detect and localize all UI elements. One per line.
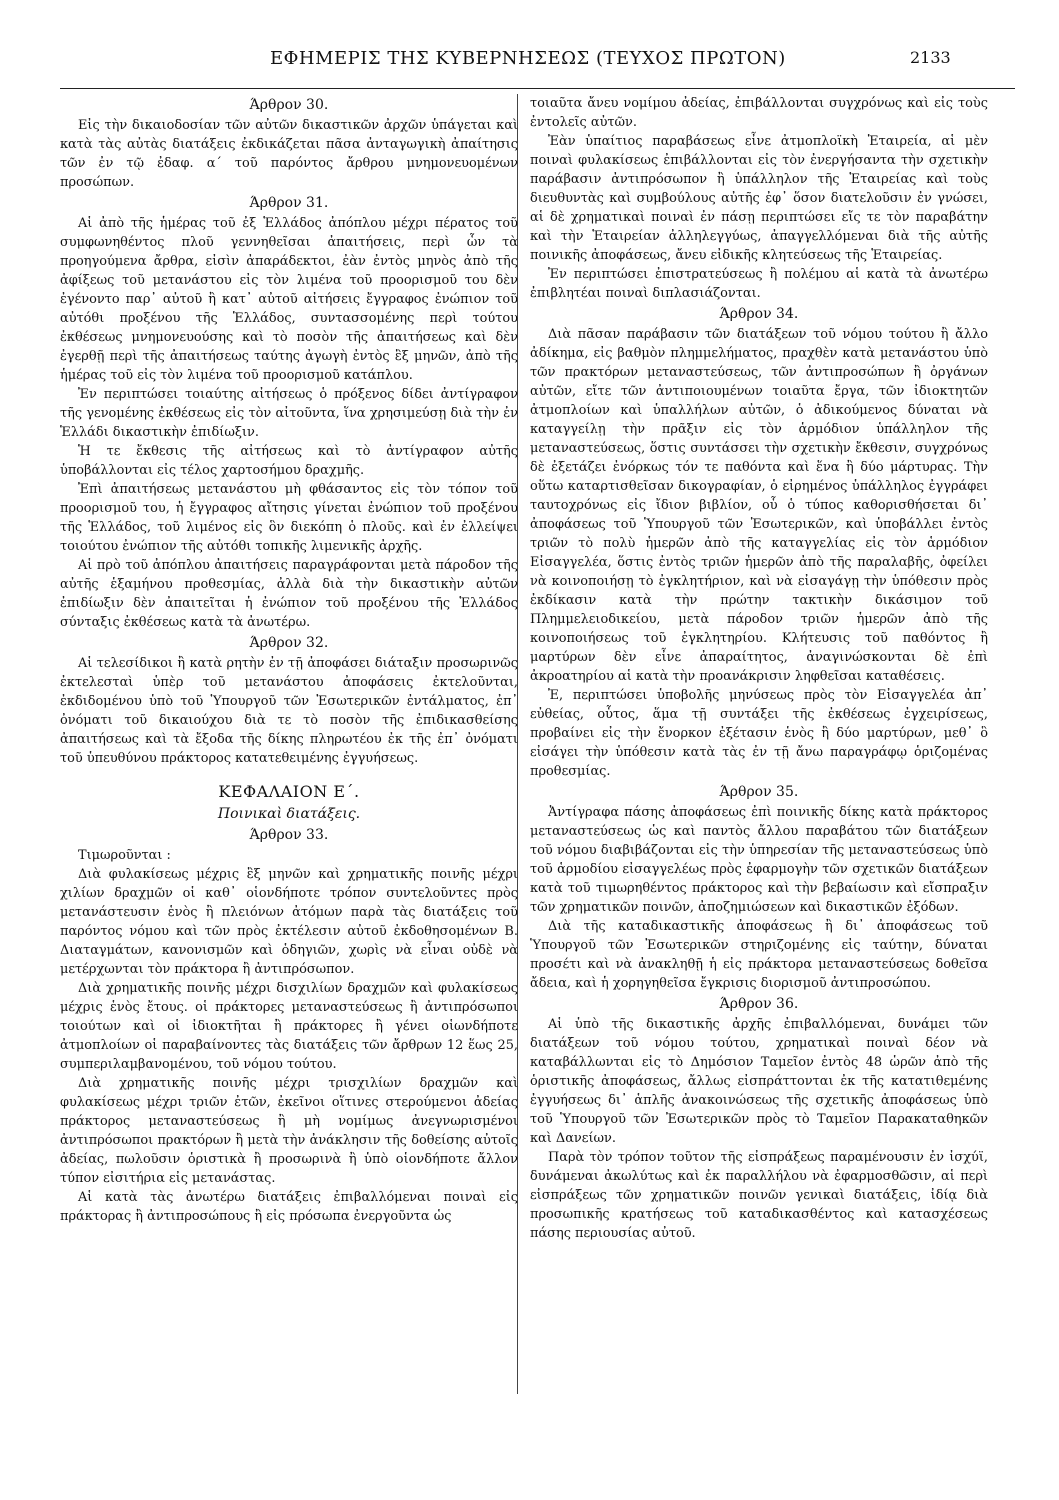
- article-34-title: Άρθρον 34.: [719, 306, 799, 322]
- page-header: [0, 0, 1059, 100]
- right-column: [530, 94, 988, 1243]
- left-column: [60, 94, 518, 1226]
- gazette-title: ΕΦΗΜΕΡΙΣ ΤΗΣ ΚΥΒΕΡΝΗΣΕΩΣ (ΤΕΥΧΟΣ ΠΡΩΤΟΝ): [270, 48, 786, 69]
- article-33-title: Άρθρον 33.: [249, 827, 329, 843]
- article-34-paragraph-2: Ἐ, περιπτώσει ὑποβολῆς μηνύσεως πρὸς τὸν Εἰσαγγελέα ἀπ᾽ εὐθείας, οὗτος, ἅμα τῇ συντάξει τῆς ἐκθέσεως ἐγχειρίσεως, προβαίνει εἰς τὴν ἔνορκον ἐξέτασιν ἑνὸς ἢ δύο μαρτύρων, μεθ᾽ ὃ εἰσάγει τὴν ὑπόθεσιν κατὰ τὰς ἐν τῇ ἄνω παραγράφῳ ὁριζομένας προθεσμίας.: [530, 688, 988, 779]
- continuation-paragraph-2: Ἐὰν ὑπαίτιος παραβάσεως εἶνε ἀτμοπλοϊκὴ Ἑταιρεία, αἱ μὲν ποιναὶ φυλακίσεως ἐπιβάλλονται εἰς τὸν ἐνεργήσαντα τὴν σχετικὴν παράβασιν ἀντιπρόσωπον ἢ ὑπάλληλον τῆς Ἑταιρείας καὶ τοὺς διευθυντὰς καὶ συμβούλους αὐτῆς ἐφ᾽ ὅσον διατελοῦσιν ἐν γνώσει, αἱ δὲ χρηματικαὶ ποιναὶ ἐν πάσῃ περιπτώσει εἴς τε τὸν παραβάτην καὶ τὴν Ἑταιρείαν ἀλληλεγγύως, ἀπαγγελλόμεναι διὰ τῆς αὐτῆς ποινικῆς ἀποφάσεως, ἄνευ εἰδικῆς κλητεύσεως τῆς Ἑταιρείας.: [530, 134, 988, 263]
- article-31-paragraph-3: Ἡ τε ἔκθεσις τῆς αἰτήσεως καὶ τὸ ἀντίγραφον αὐτῆς ὑποβάλλονται εἰς τέλος χαρτοσήμου δραχμῆς.: [60, 444, 518, 478]
- page-number: 2133: [910, 48, 951, 67]
- continuation-paragraph-3: Ἐν περιπτώσει ἐπιστρατεύσεως ἢ πολέμου αἱ κατὰ τὰ ἀνωτέρω ἐπιβλητέαι ποιναὶ διπλασιάζονται.: [530, 267, 988, 301]
- article-35-paragraph-1: Ἀντίγραφα πάσης ἀποφάσεως ἐπὶ ποινικῆς δίκης κατὰ πράκτορος μεταναστεύσεως ὡς καὶ παντὸς ἄλλου παραβάτου τῶν διατάξεων τοῦ νόμου διαβιβάζονται εἰς τὴν ὑπηρεσίαν τῆς μεταναστεύσεως ὑπὸ τοῦ ἁρμοδίου εἰσαγγελέως πρὸς ἐφαρμογὴν τῶν σχετικῶν διατάξεων κατὰ τοῦ τιμωρηθέντος πράκτορος καὶ τὴν βεβαίωσιν καὶ εἴσπραξιν τῶν χρηματικῶν ποινῶν, ἀποζημιώσεων καὶ δικαστικῶν ἐξόδων.: [530, 805, 988, 915]
- article-34-paragraph-1: Διὰ πᾶσαν παράβασιν τῶν διατάξεων τοῦ νόμου τούτου ἢ ἄλλο ἀδίκημα, εἰς βαθμὸν πλημμελήματος, πραχθὲν κατὰ μετανάστου ὑπὸ τῶν πρακτόρων μεταναστεύσεως, τῶν ἀντιπροσώπων ἢ ὀργάνων αὐτῶν, εἴτε τῶν ἀντιποιουμένων τοιαῦτα ἔργα, τῶν ἰδιοκτητῶν ἀτμοπλοίων καὶ ὑπαλλήλων αὐτῶν, ὁ ἀδικούμενος δύναται νὰ καταγγείλῃ τὴν πρᾶξιν εἰς τὸν ἁρμόδιον ὑπάλληλον τῆς μεταναστεύσεως, ὅστις συντάσσει τὴν σχετικὴν ἔκθεσιν, συγχρόνως δὲ ἐξετάζει ἐνόρκως τόν τε παθόντα καὶ ἕνα ἢ δύο μάρτυρας. Τὴν οὕτω καταρτισθεῖσαν δικογραφίαν, ὁ εἰρημένος ὑπάλληλος ἐγγράφει ταυτοχρόνως εἰς ἴδιον βιβλίον, οὗ ὁ τύπος καθορισθήσεται δι᾽ ἀποφάσεως τοῦ Ὑπουργοῦ τῶν Ἐσωτερικῶν, καὶ ὑποβάλλει ἐντὸς τριῶν τὸ πολὺ ἡμερῶν ἀπὸ τῆς καταγγελίας εἰς τὸν ἁρμόδιον Εἰσαγγελέα, ὅστις ἐντὸς τριῶν ἡμερῶν ἀπὸ τῆς παραλαβῆς, ὀφείλει νὰ κοινοποιήσῃ τὸ ἐγκλητήριον, καὶ νὰ εἰσαγάγῃ τὴν ὑπόθεσιν πρὸς ἐκδίκασιν κατὰ τὴν πρώτην τακτικὴν δικάσιμον τοῦ Πλημμελειοδικείου, μετὰ πάροδον τριῶν ἡμερῶν ἀπὸ τῆς κοινοποιήσεως τοῦ ἐγκλητηρίου. Κλήτευσις τοῦ παθόντος ἢ μαρτύρων δὲν εἶνε ἀπαραίτητος, ἀναγινώσκονται δὲ ἐπὶ ἀκροατηρίου αἱ κατὰ τὴν προανάκρισιν ληφθεῖσαι καταθέσεις.: [530, 327, 988, 684]
- article-30-title: Άρθρον 30.: [249, 97, 329, 113]
- article-36-paragraph-2: Παρὰ τὸν τρόπον τοῦτον τῆς εἰσπράξεως παραμένουσιν ἐν ἰσχύϊ, δυνάμεναι ἀκωλύτως καὶ ἐκ παραλλήλου νὰ ἐφαρμοσθῶσιν, αἱ περὶ εἰσπράξεως τῶν χρηματικῶν ποινῶν γενικαὶ διατάξεις, ἰδίᾳ διὰ προσωπικῆς κρατήσεως τοῦ καταδικασθέντος καὶ κατασχέσεως πάσης περιουσίας αὐτοῦ.: [530, 1150, 988, 1241]
- article-33-paragraph-1: Διὰ φυλακίσεως μέχρις ἓξ μηνῶν καὶ χρηματικῆς ποινῆς μέχρι χιλίων δραχμῶν οἱ καθ᾽ οἱονδήποτε τρόπον συντελοῦντες πρὸς μετανάστευσιν ἑνὸς ἢ πλειόνων ἀτόμων παρὰ τὰς διατάξεις τοῦ παρόντος νόμου καὶ τῶν πρὸς ἐκτέλεσιν αὐτοῦ ἐκδοθησομένων Β. Διαταγμάτων, κανονισμῶν καὶ ὁδηγιῶν, χωρὶς νὰ εἶναι οὐδὲ νὰ μετέρχωνται τὸν πράκτορα ἢ ἀντιπρόσωπον.: [60, 867, 518, 977]
- header-rule: [60, 88, 1015, 89]
- article-36-title: Άρθρον 36.: [719, 996, 799, 1012]
- article-30-paragraph: Εἰς τὴν δικαιοδοσίαν τῶν αὐτῶν δικαστικῶν ἀρχῶν ὑπάγεται καὶ κατὰ τὰς αὐτὰς διατάξεις ἐκδικάζεται πᾶσα ἀνταγωγικὴ ἀπαίτησις τῶν ἐν τῷ ἐδαφ. α΄ τοῦ παρόντος ἄρθρου μνημονευομένων προσώπων.: [60, 118, 518, 190]
- article-31-title: Άρθρον 31.: [249, 195, 329, 211]
- article-33-paragraph-4: Αἱ κατὰ τὰς ἀνωτέρω διατάξεις ἐπιβαλλόμεναι ποιναὶ εἰς πράκτορας ἢ ἀντιπροσώπους ἢ εἰς πρόσωπα ἐνεργοῦντα ὡς: [60, 1190, 518, 1224]
- article-31-paragraph-1: Αἱ ἀπὸ τῆς ἡμέρας τοῦ ἐξ Ἑλλάδος ἀπόπλου μέχρι πέρατος τοῦ συμφωνηθέντος πλοῦ γεννηθεῖσαι ἀπαιτήσεις, περὶ ὧν τὰ προηγούμενα ἄρθρα, εἰσὶν ἀπαράδεκτοι, ἐὰν ἐντὸς μηνὸς ἀπὸ τῆς ἀφίξεως τοῦ μετανάστου εἰς τὸν λιμένα τοῦ προορισμοῦ του δὲν ἐγένοντο παρ᾽ αὐτοῦ ἢ κατ᾽ αὐτοῦ αἰτήσεις ἔγγραφος ἐνώπιον τοῦ αὐτόθι προξένου τῆς Ἑλλάδος, συντασσομένης περὶ τούτου ἐκθέσεως μνημονευούσης καὶ τὸ ποσὸν τῆς ἀπαιτήσεως καὶ δὲν ἐγερθῇ περὶ τῆς ἀπαιτήσεως ταύτης ἀγωγὴ ἐντὸς ἓξ μηνῶν, ἀπὸ τῆς ἡμέρας τοῦ εἰς τὸν λιμένα τοῦ προορισμοῦ κατάπλου.: [60, 216, 518, 383]
- article-32-paragraph: Αἱ τελεσίδικοι ἢ κατὰ ρητὴν ἐν τῇ ἀποφάσει διάταξιν προσωρινῶς ἐκτελεσταὶ ὑπὲρ τοῦ μετανάστου ἀποφάσεις ἐκτελοῦνται, ἐκδιδομένου ὑπὸ τοῦ Ὑπουργοῦ τῶν Ἐσωτερικῶν ἐντάλματος, ἐπ᾽ ὀνόματι τοῦ δικαιούχου διὰ τε τὸ ποσὸν τῆς ἐπιδικασθείσης ἀπαιτήσεως καὶ τὰ ἔξοδα τῆς δίκης πληρωτέου ἐκ τῆς ἐπ᾽ ὀνόματι τοῦ ὑπευθύνου πράκτορος κατατεθειμένης ἐγγυήσεως.: [60, 656, 518, 766]
- continuation-paragraph-1: τοιαῦτα ἄνευ νομίμου ἀδείας, ἐπιβάλλονται συγχρόνως καὶ εἰς τοὺς ἐντολεῖς αὐτῶν.: [530, 96, 988, 130]
- chapter-subtitle: Ποινικαὶ διατάξεις.: [217, 806, 361, 822]
- article-31-paragraph-5: Αἱ πρὸ τοῦ ἀπόπλου ἀπαιτήσεις παραγράφονται μετὰ πάροδον τῆς αὐτῆς ἑξαμήνου προθεσμίας, ἀλλὰ διὰ τὴν δικαστικὴν αὐτῶν ἐπιδίωξιν δὲν ἀπαιτεῖται ἡ ἐνώπιον τοῦ προξένου τῆς Ἑλλάδος σύνταξις ἐκθέσεως κατὰ τὰ ἀνωτέρω.: [60, 558, 518, 630]
- article-33-paragraph-3: Διὰ χρηματικῆς ποινῆς μέχρι τρισχιλίων δραχμῶν καὶ φυλακίσεως μέχρι τριῶν ἐτῶν, ἐκεῖνοι οἵτινες στερούμενοι ἀδείας πράκτορος μεταναστεύσεως ἢ μὴ νομίμως ἀνεγνωρισμένοι ἀντιπρόσωποι πρακτόρων ἢ μετὰ τὴν ἀνάκλησιν τῆς δοθείσης αὐτοῖς ἀδείας, πωλοῦσιν ὁριστικὰ ἢ προσωρινὰ ἢ ὑπὸ οἱονδήποτε ἄλλον τύπον εἰσιτήρια εἰς μετανάστας.: [60, 1076, 518, 1186]
- article-32-title: Άρθρον 32.: [249, 635, 329, 651]
- article-36-paragraph-1: Αἱ ὑπὸ τῆς δικαστικῆς ἀρχῆς ἐπιβαλλόμεναι, δυνάμει τῶν διατάξεων τοῦ νόμου τούτου, χρηματικαὶ ποιναὶ δέον νὰ καταβάλλωνται εἰς τὸ Δημόσιον Ταμεῖον ἐντὸς 48 ὡρῶν ἀπὸ τῆς ὁριστικῆς ἀποφάσεως, ἄλλως εἰσπράττονται ἐκ τῆς κατατιθεμένης ἐγγυήσεως δι᾽ ἁπλῆς ἀνακοινώσεως τῆς σχετικῆς ἀποφάσεως ὑπὸ τοῦ Ὑπουργοῦ τῶν Ἐσωτερικῶν πρὸς τὸ Ταμεῖον Παρακαταθηκῶν καὶ Δανείων.: [530, 1017, 988, 1146]
- article-35-paragraph-2: Διὰ τῆς καταδικαστικῆς ἀποφάσεως ἢ δι᾽ ἀποφάσεως τοῦ Ὑπουργοῦ τῶν Ἐσωτερικῶν στηριζομένης εἰς ταύτην, δύναται προσέτι καὶ νὰ ἀνακληθῇ ἡ εἰς πράκτορα μεταναστεύσεως δοθεῖσα ἄδεια, καὶ ἡ χορηγηθεῖσα ἔγκρισις διορισμοῦ ἀντιπροσώπου.: [530, 919, 988, 991]
- article-33-paragraph-2: Διὰ χρηματικῆς ποινῆς μέχρι δισχιλίων δραχμῶν καὶ φυλακίσεως μέχρις ἑνὸς ἔτους. οἱ πράκτορες μεταναστεύσεως ἢ ἀντιπρόσωποι τοιούτων καὶ οἱ ἰδιοκτῆται ἢ πράκτορες ἢ γένει οἱωνδήποτε ἀτμοπλοίων οἱ παραβαίνοντες τὰς διατάξεις τῶν ἄρθρων 12 ἕως 25, συμπεριλαμβανομένου, τοῦ νόμου τούτου.: [60, 981, 518, 1072]
- article-31-paragraph-4: Ἐπὶ ἀπαιτήσεως μετανάστου μὴ φθάσαντος εἰς τὸν τόπον τοῦ προορισμοῦ του, ἡ ἔγγραφος αἴτησις γίνεται ἐνώπιον τοῦ προξένου τῆς Ἑλλάδος, τοῦ λιμένος εἰς ὃν διεκόπη ὁ πλοῦς. καὶ ἐν ἐλλείψει τοιούτου ἐνώπιον τῆς αὐτόθι τοπικῆς λιμενικῆς ἀρχῆς.: [60, 482, 518, 554]
- article-35-title: Άρθρον 35.: [719, 784, 799, 800]
- article-31-paragraph-2: Ἐν περιπτώσει τοιαύτης αἰτήσεως ὁ πρόξενος δίδει ἀντίγραφον τῆς γενομένης ἐκθέσεως εἰς τὸν αἰτοῦντα, ἵνα χρησιμεύσῃ διὰ τὴν ἐν Ἑλλάδι δικαστικὴν ἐπιδίωξιν.: [60, 387, 518, 440]
- chapter-heading: ΚΕΦΑΛΑΙΟΝ Ε΄.: [218, 782, 360, 801]
- article-33-intro: Τιμωροῦνται :: [78, 848, 171, 863]
